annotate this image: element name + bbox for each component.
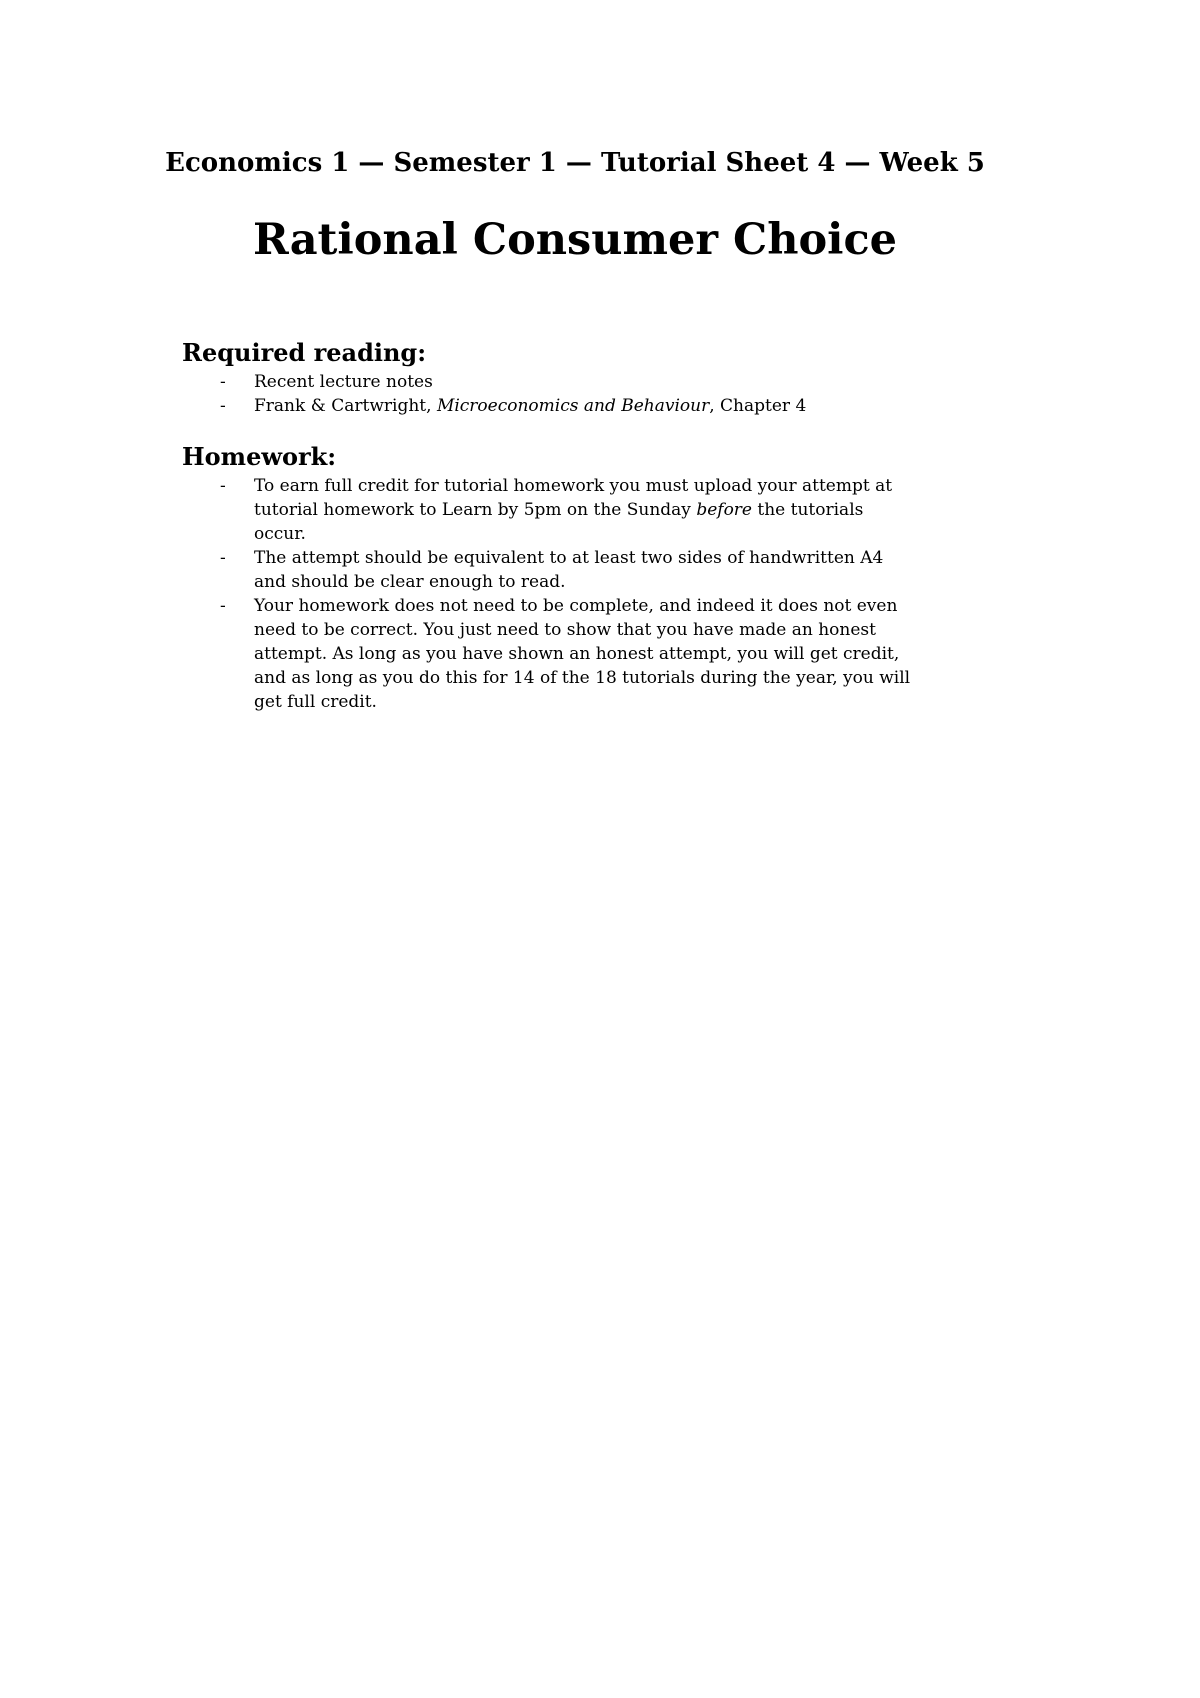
homework-item-text-end: the tutorials occur. bbox=[254, 500, 864, 544]
homework-item-text: The attempt should be equivalent to at least two sides of handwritten A4 and should be clear enough to read. bbox=[254, 548, 884, 592]
required-reading-section bbox=[182, 338, 982, 418]
homework-item-emphasis: before bbox=[696, 500, 752, 520]
bullet-dash: - bbox=[220, 476, 226, 496]
course-header: Economics 1 — Semester 1 — Tutorial Sheet 4 — Week 5 bbox=[165, 148, 985, 178]
bullet-dash: - bbox=[220, 372, 226, 392]
required-reading-heading: Required reading: bbox=[182, 338, 427, 367]
reading-item-chapter: , Chapter 4 bbox=[709, 396, 807, 416]
homework-list bbox=[182, 474, 982, 714]
homework-item-text: Your homework does not need to be complete, and indeed it does not even need to be correct. You just need to show that you have made an honest attempt. As long as you have shown an honest attempt, you will get credit, and as long as you do this for 14 of the 18 tutorials during the year, you will get full credit. bbox=[254, 596, 911, 712]
bullet-dash: - bbox=[220, 396, 226, 416]
reading-item bbox=[182, 394, 914, 418]
bullet-dash: - bbox=[220, 548, 226, 568]
homework-heading: Homework: bbox=[182, 442, 337, 471]
homework-item bbox=[182, 594, 914, 714]
reading-item-text: Recent lecture notes bbox=[254, 372, 433, 392]
reading-item bbox=[182, 370, 914, 394]
homework-item-text-start: To earn full credit for tutorial homework you must upload your attempt at tutorial homework to Learn by 5pm on the Sunday bbox=[254, 476, 893, 520]
homework-section bbox=[182, 442, 982, 714]
required-reading-list bbox=[182, 370, 982, 418]
sheet-title: Rational Consumer Choice bbox=[252, 215, 898, 265]
bullet-dash: - bbox=[220, 596, 226, 616]
homework-item bbox=[182, 546, 914, 594]
homework-item bbox=[182, 474, 914, 546]
reading-item-book-title: Microeconomics and Behaviour bbox=[436, 396, 710, 416]
reading-item-author: Frank & Cartwright, bbox=[254, 396, 437, 416]
